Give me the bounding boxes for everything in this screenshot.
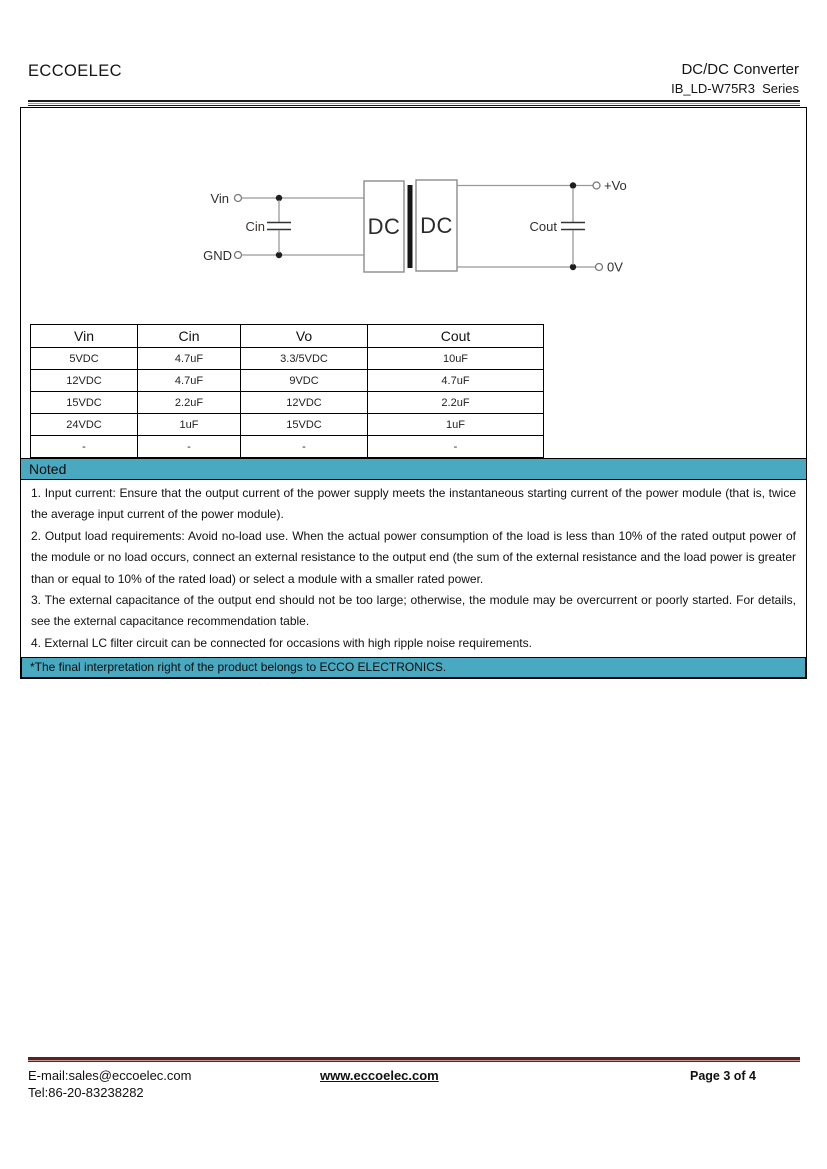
note-item: 4. External LC filter circuit can be connected for occasions with high ripple noise requirements. (31, 635, 532, 650)
cout-label: Cout (529, 219, 557, 234)
header-divider-line (28, 103, 800, 104)
circuit-diagram (21, 108, 808, 323)
note-item: 2. Output load requirements: Avoid no-load use. When the actual power consumption of the load is less than 10% of the rated output power of the module or no load occurs, connect an external resistance to the output end (the sum of the external resistance and the load power is greater than or equal to 10% of the rated load) or select a module with a smaller rated power. (31, 528, 796, 586)
table-row (31, 392, 544, 414)
table-row (31, 436, 544, 458)
table-row (31, 348, 544, 370)
footer-divider (28, 1057, 800, 1062)
gnd-label: GND (203, 248, 232, 263)
table-cell: - (31, 436, 138, 458)
junction-dot (570, 182, 576, 188)
table-cell: - (368, 436, 544, 458)
table-cell: 15VDC (31, 392, 138, 414)
header-right (671, 61, 799, 96)
table-cell: 1uF (368, 414, 544, 436)
disclaimer-bar: *The final interpretation right of the product belongs to ECCO ELECTRONICS. (21, 657, 806, 678)
table-cell: 4.7uF (138, 370, 241, 392)
table-cell: 24VDC (31, 414, 138, 436)
zero-v-label: 0V (607, 259, 623, 275)
table-cell: - (138, 436, 241, 458)
table-cell: 2.2uF (368, 392, 544, 414)
capacitor-recommendation-table (30, 324, 544, 458)
gnd-terminal-icon (235, 252, 242, 259)
column-header-cout: Cout (368, 325, 544, 348)
series-subtitle: IB_LD-W75R3 Series (671, 81, 799, 96)
table-cell: 15VDC (241, 414, 368, 436)
column-header-cin: Cin (138, 325, 241, 348)
vin-label: Vin (210, 191, 229, 206)
table-cell: 10uF (368, 348, 544, 370)
table-cell: 4.7uF (368, 370, 544, 392)
footer-tel: Tel:86-20-83238282 (28, 1085, 144, 1100)
noted-section-header: Noted (21, 458, 806, 480)
vo-terminal-icon (593, 182, 600, 189)
table-row (31, 414, 544, 436)
column-header-vo: Vo (241, 325, 368, 348)
vo-label: +Vo (604, 178, 627, 193)
zero-v-terminal-icon (596, 264, 603, 271)
table-cell: 1uF (138, 414, 241, 436)
notes-body (21, 480, 806, 654)
header-divider-line (28, 105, 800, 106)
note-item: 1. Input current: Ensure that the output current of the power supply meets the instantaneous starting current of the power module (that is, twice the average input current of the power module). (31, 486, 796, 522)
table-row (31, 370, 544, 392)
table-cell: 5VDC (31, 348, 138, 370)
page-number: Page 3 of 4 (690, 1069, 756, 1083)
footer-divider-line (28, 1061, 800, 1062)
note-item: 3. The external capacitance of the output end should not be too large; otherwise, the module may be overcurrent or poorly started. For details, see the external capacitance recommendation table. (31, 593, 796, 629)
isolation-bar-icon (408, 185, 413, 268)
header-divider-line (28, 100, 800, 102)
table-cell: - (241, 436, 368, 458)
dc-secondary-label: DC (420, 213, 453, 238)
table-cell: 9VDC (241, 370, 368, 392)
content-box (20, 107, 807, 679)
column-header-vin: Vin (31, 325, 138, 348)
table-cell: 2.2uF (138, 392, 241, 414)
table-cell: 4.7uF (138, 348, 241, 370)
dc-primary-label: DC (367, 214, 401, 239)
table-cell: 12VDC (31, 370, 138, 392)
table-cell: 12VDC (241, 392, 368, 414)
product-title: DC/DC Converter (681, 61, 799, 78)
table-header-row (31, 325, 544, 348)
header-divider (28, 100, 800, 106)
footer-email: E-mail:sales@eccoelec.com (28, 1068, 192, 1083)
vin-terminal-icon (235, 195, 242, 202)
cin-label: Cin (245, 219, 265, 234)
table-cell: 3.3/5VDC (241, 348, 368, 370)
website-link[interactable]: www.eccoelec.com (320, 1068, 439, 1083)
company-logo-text: ECCOELEC (28, 62, 122, 80)
